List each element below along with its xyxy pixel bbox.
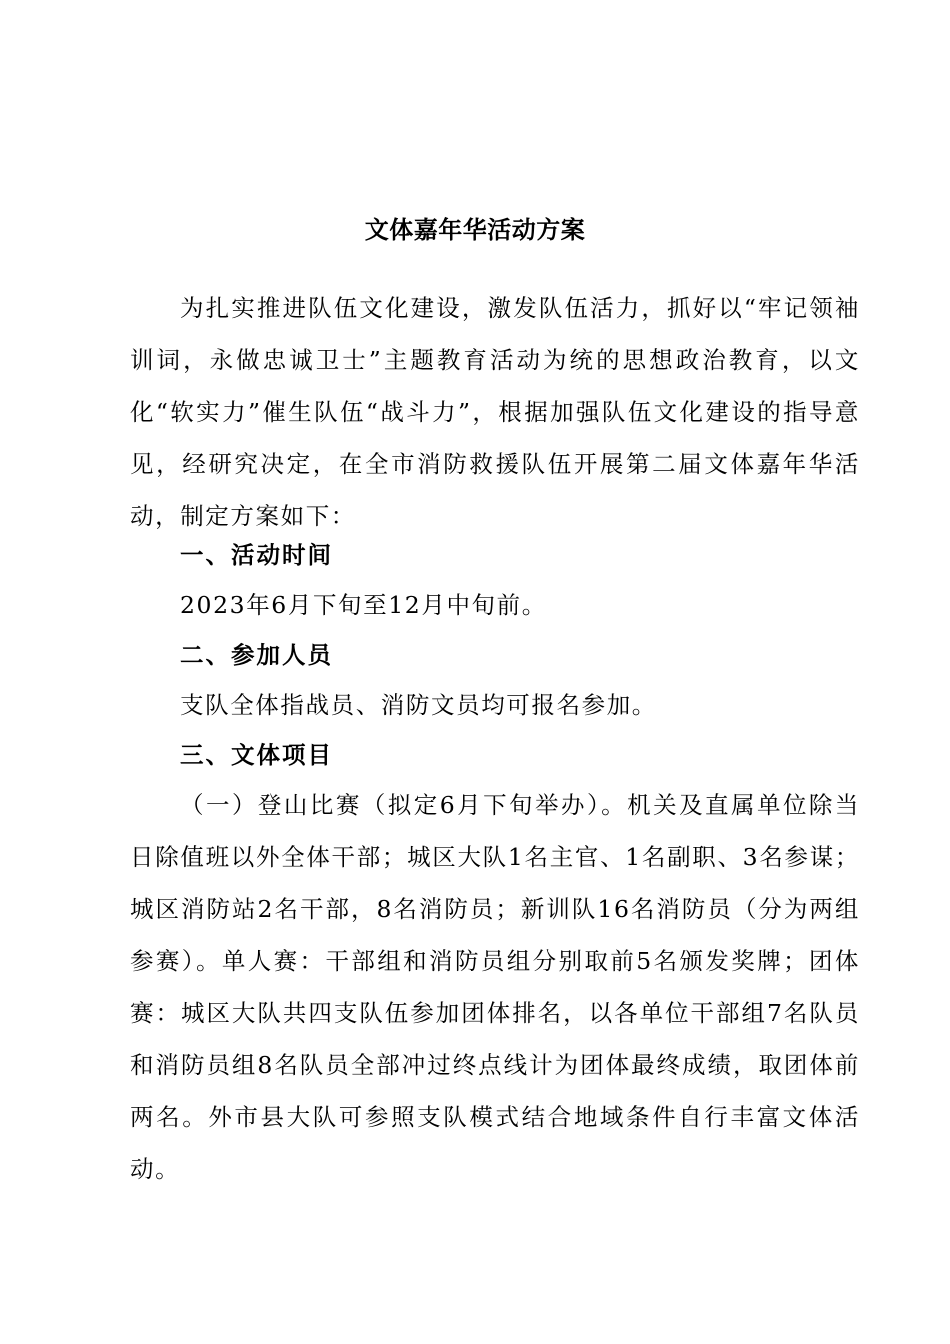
section-heading-participants: 二、参加人员: [180, 641, 333, 669]
section-content-time: 2023年6月下旬至12月中旬前。: [180, 591, 547, 619]
section-heading-time: 一、活动时间: [180, 541, 333, 569]
section-content-participants: 支队全体指战员、消防文员均可报名参加。: [180, 691, 657, 719]
section-content-events: （一）登山比赛（拟定6月下旬举办）。机关及直属单位除当日除值班以外全体干部；城区大队1名主官、1名副职、3名参谋；城区消防站2名干部，8名消防员；新训队16名消防员（分为两组参赛）。单人赛：干部组和消防员组分别取前5名颁发奖牌；团体赛：城区大队共四支队伍参加团体排名，以各单位干部组7名队员和消防员组8名队员全部冲过终点线计为团体最终成绩，取团体前两名。外市县大队可参照支队模式结合地域条件自行丰富文体活动。: [130, 791, 860, 1183]
document-title: 文体嘉年华活动方案: [364, 216, 586, 244]
intro-paragraph: 为扎实推进队伍文化建设，激发队伍活力，抓好以“牢记领袖训词，永做忠诚卫士”主题教育活动为统的思想政治教育，以文化“软实力”催生队伍“战斗力”，根据加强队伍文化建设的指导意见，经研究决定，在全市消防救援队伍开展第二届文体嘉年华活动，制定方案如下：: [130, 294, 860, 530]
section-heading-events: 三、文体项目: [180, 741, 333, 769]
